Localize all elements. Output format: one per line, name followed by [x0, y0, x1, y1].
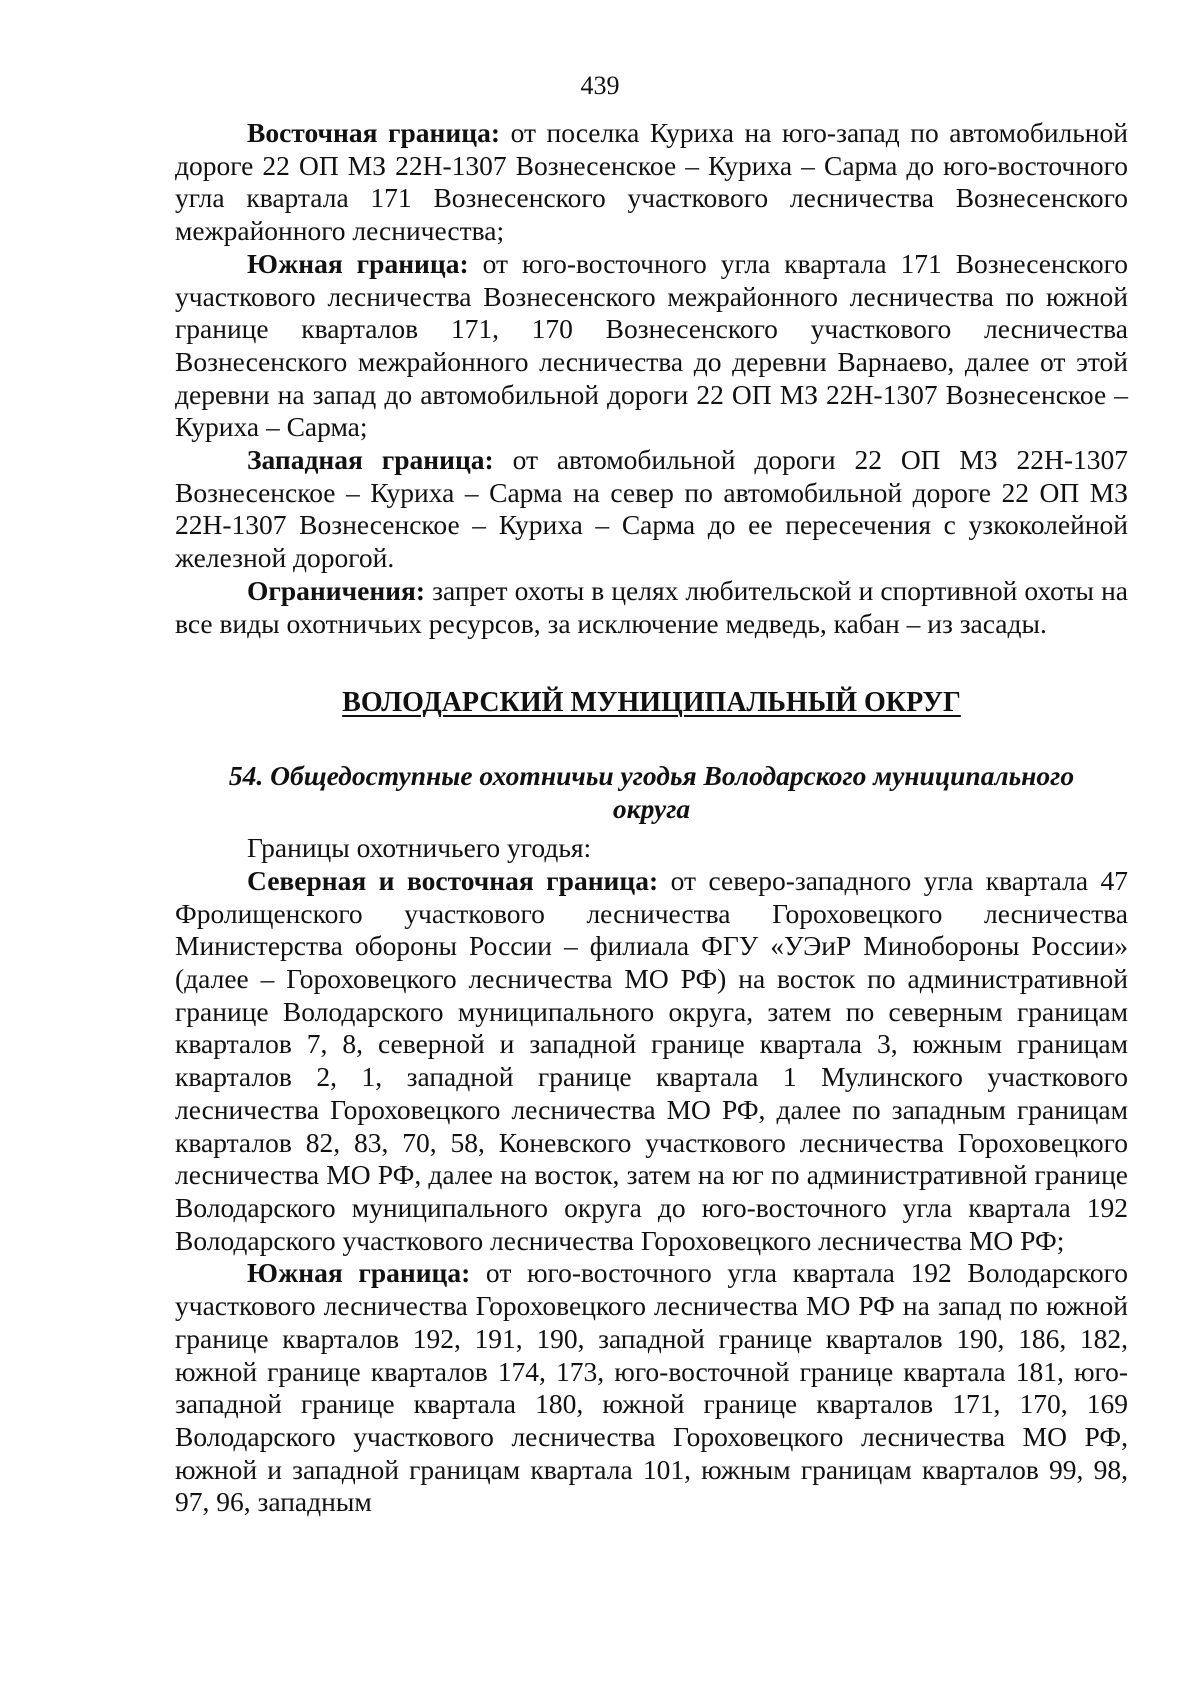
paragraph-label: Южная граница: — [247, 1257, 471, 1289]
district-heading: ВОЛОДАРСКИЙ МУНИЦИПАЛЬНЫЙ ОКРУГ — [342, 687, 961, 719]
page-number: 439 — [580, 71, 620, 100]
paragraph-text: запрет охоты в целях любительской и спортивной охоты на все виды охотничьих ресурсов, за исключение медведь, кабан – из засады. — [175, 574, 1128, 639]
document-body — [175, 117, 1128, 1519]
paragraph-north-east-boundary — [175, 865, 1128, 1257]
boundaries-intro: Границы охотничьего угодья: — [247, 832, 592, 864]
paragraph-label: Ограничения: — [247, 574, 426, 606]
paragraph-text: от юго-восточного угла квартала 192 Володарского участкового лесничества Гороховецкого лесничества МО РФ на запад по южной границе кварталов 192, 191, 190, западной границе кварталов 190, 186, 182, южной границе кварталов 174, 173, юго-восточной границе квартала 181, юго-западной границе квартала 180, южной границе кварталов 171, 170, 169 Володарского участкового лесничества Гороховецкого лесничества МО РФ, южной и западной границам квартала 101, южным границам кварталов 99, 98, 97, 96, западным — [175, 1257, 1129, 1518]
paragraph-label: Западная граница: — [247, 444, 494, 476]
paragraph-text: от северо-западного угла квартала 47 Фролищенского участкового лесничества Гороховецкого лесничества Министерства обороны России – филиала ФГУ «УЭиР Минобороны России» (далее – Гороховецкого лесничества МО РФ) на восток по административной границе Володарского муниципального округа, затем по северным границам кварталов 7, 8, северной и западной границе квартала 3, южным границам кварталов 2, 1, западной границе квартала 1 Мулинского участкового лесничества Гороховецкого лесничества МО РФ, далее по западным границам кварталов 82, 83, 70, 58, Коневского участкового лесничества Гороховецкого лесничества МО РФ, далее на восток, затем на юг по административной границе Володарского муниципального округа до юго-восточного угла квартала 192 Володарского участкового лесничества Гороховецкого лесничества МО РФ; — [175, 864, 1129, 1256]
paragraph-restrictions — [175, 575, 1128, 640]
paragraph-east-boundary — [175, 117, 1128, 248]
section-title: 54. Общедоступные охотничьи угодья Володарского муниципального округа — [228, 760, 1075, 825]
paragraph-text: от юго-восточного угла квартала 171 Вознесенского участкового лесничества Вознесенского межрайонного лесничества по южной границе кварталов 171, 170 Вознесенского участкового лесничества Вознесенского межрайонного лесничества до деревни Варнаево, далее от этой деревни на запад до автомобильной дороги 22 ОП МЗ 22Н-1307 Вознесенское – Куриха – Сарма; — [175, 247, 1128, 443]
paragraph-west-boundary — [175, 444, 1128, 575]
paragraph-label: Северная и восточная граница: — [247, 864, 659, 896]
paragraph-text: от автомобильной дороги 22 ОП МЗ 22Н-1307 Вознесенское – Куриха – Сарма на север по автомобильной дороге 22 ОП МЗ 22Н-1307 Вознесенское – Куриха – Сарма до ее пересечения с узкоколейной железной дорогой. — [175, 444, 1128, 574]
paragraph-label: Южная граница: — [247, 247, 469, 279]
paragraph-south-boundary — [175, 248, 1128, 444]
paragraph-text: от поселка Куриха на юго-запад по автомобильной дороге 22 ОП МЗ 22Н-1307 Вознесенское – Куриха – Сарма до юго-восточного угла квартала 171 Вознесенского участкового лесничества Вознесенского межрайонного лесничества; — [175, 117, 1128, 247]
paragraph-label: Восточная граница: — [247, 117, 501, 148]
paragraph-south-boundary-2 — [175, 1257, 1128, 1519]
